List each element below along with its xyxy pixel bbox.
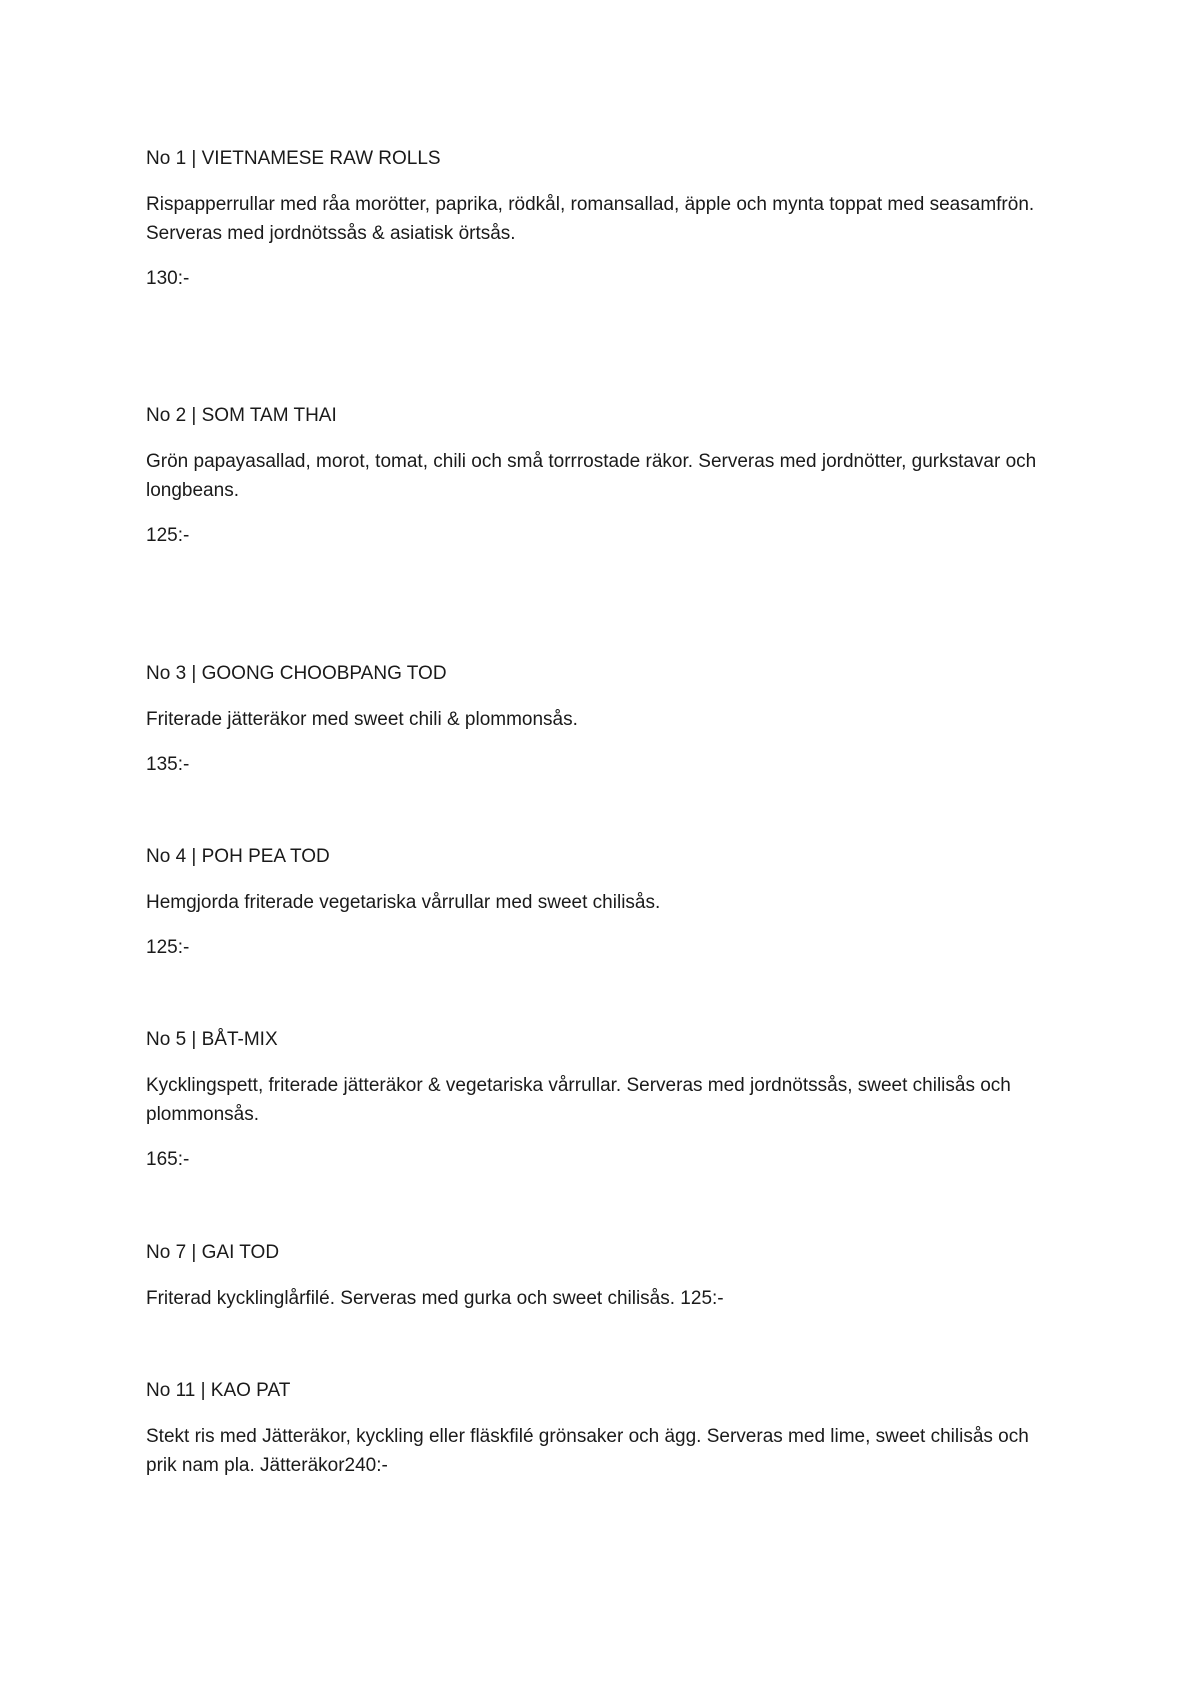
menu-item (146, 146, 1056, 292)
menu-item-title: No 7 | GAI TOD (146, 1242, 280, 1263)
menu-item-price: 135:- (146, 754, 190, 775)
menu-item-description: Friterad kycklinglårfilé. Serveras med gurka och sweet chilisås. 125:- (146, 1288, 724, 1309)
menu-item-description: Grön papayasallad, morot, tomat, chili och små torrrostade räkor. Serveras med jordnötter, gurkstavar och longbeans. (146, 451, 1037, 501)
menu-item-title: No 5 | BÅT-MIX (146, 1029, 278, 1050)
menu-item (146, 1240, 1056, 1313)
menu-item (146, 403, 1056, 549)
menu-item (146, 844, 1056, 961)
menu-item-description: Kycklingspett, friterade jätteräkor & vegetariska vårrullar. Serveras med jordnötssås, sweet chilisås och plommonsås. (146, 1075, 1011, 1125)
menu-item-title: No 3 | GOONG CHOOBPANG TOD (146, 663, 447, 684)
menu-item (146, 661, 1056, 778)
menu-item-title: No 11 | KAO PAT (146, 1380, 291, 1401)
menu-item-description: Rispapperrullar med råa morötter, paprika, rödkål, romansallad, äpple och mynta toppat med seasamfrön. Serveras med jordnötssås & asiatisk örtsås. (146, 194, 1035, 244)
menu-item-title: No 1 | VIETNAMESE RAW ROLLS (146, 148, 441, 169)
menu-item-price: 125:- (146, 525, 190, 546)
menu-item (146, 1027, 1056, 1173)
menu-item-description: Hemgjorda friterade vegetariska vårrullar med sweet chilisås. (146, 892, 661, 913)
menu-item-price: 165:- (146, 1149, 190, 1170)
menu-item-price: 130:- (146, 268, 190, 289)
menu-item (146, 1378, 1056, 1480)
menu-item-title: No 4 | POH PEA TOD (146, 846, 330, 867)
menu-item-price: 125:- (146, 937, 190, 958)
menu-item-description: Stekt ris med Jätteräkor, kyckling eller fläskfilé grönsaker och ägg. Serveras med lime, sweet chilisås och prik nam pla. Jätteräkor240:- (146, 1426, 1029, 1476)
menu-item-description: Friterade jätteräkor med sweet chili & plommonsås. (146, 709, 578, 730)
menu-item-title: No 2 | SOM TAM THAI (146, 405, 337, 426)
